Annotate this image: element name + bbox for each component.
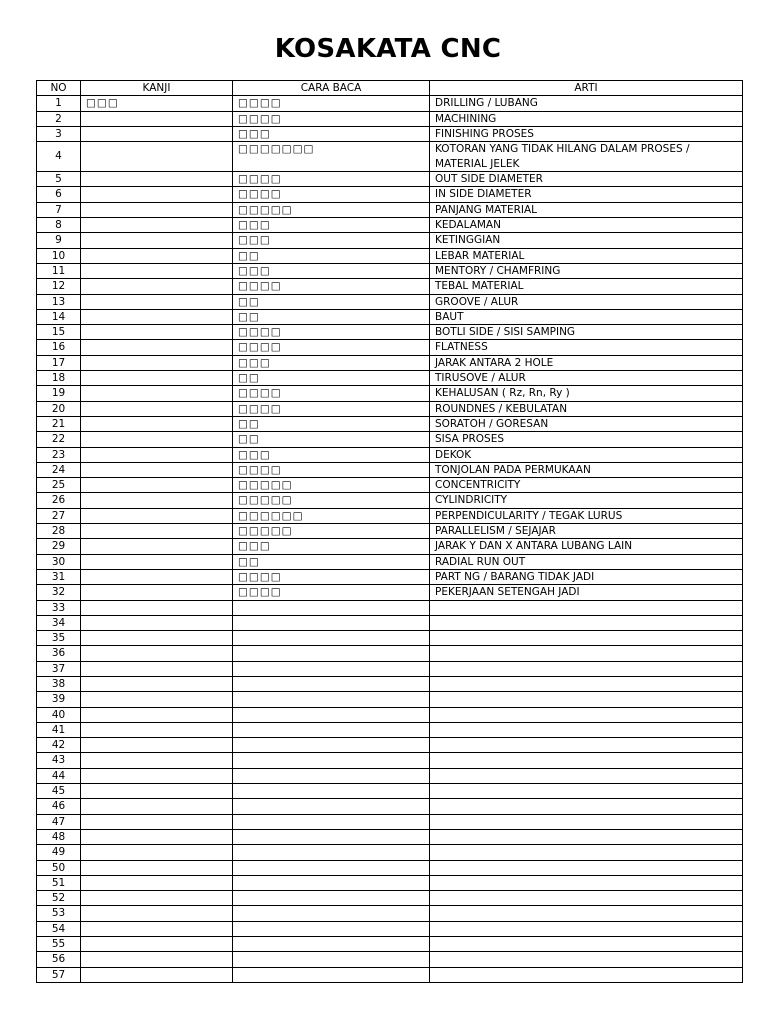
table-row — [37, 829, 743, 844]
cell-cara-baca: □□□□ — [233, 401, 430, 416]
cell-cara-baca — [233, 768, 430, 783]
cell-cara-baca — [233, 615, 430, 630]
cell-arti: RADIAL RUN OUT — [430, 554, 743, 569]
table-header-row — [37, 81, 743, 96]
table-row — [37, 738, 743, 753]
cell-cara-baca — [233, 676, 430, 691]
cell-kanji — [81, 416, 233, 431]
cell-cara-baca: □□□ — [233, 539, 430, 554]
cell-no: 43 — [37, 753, 81, 768]
cell-arti: LEBAR MATERIAL — [430, 248, 743, 263]
cell-no: 9 — [37, 233, 81, 248]
cell-no: 2 — [37, 111, 81, 126]
cell-no: 15 — [37, 325, 81, 340]
page-title: KOSAKATA CNC — [274, 34, 502, 64]
cell-kanji — [81, 401, 233, 416]
table-row — [37, 799, 743, 814]
table-row — [37, 218, 743, 233]
table-row — [37, 142, 743, 172]
vocabulary-table — [36, 80, 743, 983]
cell-kanji — [81, 187, 233, 202]
cell-no: 34 — [37, 615, 81, 630]
cell-cara-baca — [233, 753, 430, 768]
cell-no: 32 — [37, 585, 81, 600]
cell-kanji — [81, 875, 233, 890]
cell-no: 54 — [37, 921, 81, 936]
cell-kanji — [81, 248, 233, 263]
cell-cara-baca: □□□ — [233, 263, 430, 278]
cell-no: 13 — [37, 294, 81, 309]
cell-cara-baca — [233, 829, 430, 844]
cell-arti — [430, 692, 743, 707]
cell-arti: IN SIDE DIAMETER — [430, 187, 743, 202]
table-row — [37, 524, 743, 539]
cell-kanji — [81, 661, 233, 676]
cell-arti — [430, 784, 743, 799]
cell-arti — [430, 875, 743, 890]
table-row — [37, 952, 743, 967]
cell-arti — [430, 722, 743, 737]
table-row — [37, 937, 743, 952]
cell-no: 57 — [37, 967, 81, 982]
cell-cara-baca: □□□□ — [233, 279, 430, 294]
table-row — [37, 600, 743, 615]
cell-cara-baca: □□□ — [233, 447, 430, 462]
cell-kanji — [81, 722, 233, 737]
table-row — [37, 478, 743, 493]
cell-kanji — [81, 845, 233, 860]
cell-arti: OUT SIDE DIAMETER — [430, 172, 743, 187]
cell-cara-baca — [233, 738, 430, 753]
cell-kanji — [81, 891, 233, 906]
cell-cara-baca: □□□□ — [233, 187, 430, 202]
cell-arti — [430, 600, 743, 615]
cell-no: 26 — [37, 493, 81, 508]
cell-arti: JARAK Y DAN X ANTARA LUBANG LAIN — [430, 539, 743, 554]
table-row — [37, 845, 743, 860]
cell-cara-baca — [233, 967, 430, 982]
cell-kanji — [81, 462, 233, 477]
cell-kanji — [81, 233, 233, 248]
cell-kanji — [81, 646, 233, 661]
cell-arti — [430, 646, 743, 661]
cell-no: 16 — [37, 340, 81, 355]
cell-arti: BOTLI SIDE / SISI SAMPING — [430, 325, 743, 340]
cell-no: 50 — [37, 860, 81, 875]
table-row — [37, 692, 743, 707]
cell-no: 11 — [37, 263, 81, 278]
table-row — [37, 860, 743, 875]
cell-cara-baca — [233, 600, 430, 615]
cell-cara-baca: □□□□□ — [233, 493, 430, 508]
cell-cara-baca — [233, 921, 430, 936]
cell-kanji — [81, 539, 233, 554]
cell-no: 18 — [37, 371, 81, 386]
cell-arti: PANJANG MATERIAL — [430, 202, 743, 217]
cell-arti — [430, 891, 743, 906]
table-row — [37, 661, 743, 676]
cell-cara-baca: □□□□ — [233, 325, 430, 340]
cell-cara-baca: □□□□□□ — [233, 508, 430, 523]
cell-kanji — [81, 111, 233, 126]
cell-arti: KETINGGIAN — [430, 233, 743, 248]
header-arti: ARTI — [430, 81, 743, 96]
cell-no: 51 — [37, 875, 81, 890]
cell-no: 52 — [37, 891, 81, 906]
cell-kanji — [81, 676, 233, 691]
cell-arti — [430, 906, 743, 921]
cell-cara-baca: □□ — [233, 309, 430, 324]
table-row — [37, 233, 743, 248]
cell-cara-baca — [233, 722, 430, 737]
cell-no: 3 — [37, 126, 81, 141]
cell-arti: TONJOLAN PADA PERMUKAAN — [430, 462, 743, 477]
cell-cara-baca — [233, 906, 430, 921]
table-row — [37, 325, 743, 340]
table-row — [37, 172, 743, 187]
cell-no: 33 — [37, 600, 81, 615]
table-row — [37, 676, 743, 691]
cell-cara-baca: □□ — [233, 416, 430, 431]
cell-no: 46 — [37, 799, 81, 814]
cell-arti: MACHINING — [430, 111, 743, 126]
cell-no: 31 — [37, 569, 81, 584]
cell-arti — [430, 738, 743, 753]
table-row — [37, 646, 743, 661]
table-row — [37, 539, 743, 554]
cell-kanji — [81, 615, 233, 630]
cell-arti: CONCENTRICITY — [430, 478, 743, 493]
cell-no: 10 — [37, 248, 81, 263]
cell-cara-baca — [233, 707, 430, 722]
cell-cara-baca — [233, 860, 430, 875]
cell-arti — [430, 707, 743, 722]
cell-kanji: □□□ — [81, 96, 233, 111]
cell-cara-baca: □□□□ — [233, 172, 430, 187]
table-row — [37, 309, 743, 324]
cell-no: 56 — [37, 952, 81, 967]
cell-arti — [430, 631, 743, 646]
cell-arti: PARALLELISM / SEJAJAR — [430, 524, 743, 539]
table-row — [37, 432, 743, 447]
cell-no: 30 — [37, 554, 81, 569]
cell-cara-baca: □□ — [233, 432, 430, 447]
cell-kanji — [81, 508, 233, 523]
cell-kanji — [81, 921, 233, 936]
cell-kanji — [81, 937, 233, 952]
cell-no: 40 — [37, 707, 81, 722]
table-row — [37, 585, 743, 600]
table-row — [37, 508, 743, 523]
cell-arti: GROOVE / ALUR — [430, 294, 743, 309]
cell-arti — [430, 676, 743, 691]
cell-no: 20 — [37, 401, 81, 416]
cell-kanji — [81, 325, 233, 340]
cell-kanji — [81, 142, 233, 172]
table-row — [37, 462, 743, 477]
cell-kanji — [81, 692, 233, 707]
cell-arti — [430, 615, 743, 630]
cell-cara-baca: □□□□ — [233, 111, 430, 126]
table-row — [37, 921, 743, 936]
table-row — [37, 875, 743, 890]
cell-no: 37 — [37, 661, 81, 676]
cell-no: 17 — [37, 355, 81, 370]
cell-kanji — [81, 202, 233, 217]
cell-no: 36 — [37, 646, 81, 661]
cell-cara-baca: □□□□ — [233, 585, 430, 600]
cell-cara-baca: □□ — [233, 554, 430, 569]
table-row — [37, 248, 743, 263]
cell-cara-baca: □□□ — [233, 126, 430, 141]
cell-no: 28 — [37, 524, 81, 539]
table-row — [37, 554, 743, 569]
table-row — [37, 906, 743, 921]
cell-no: 6 — [37, 187, 81, 202]
cell-kanji — [81, 355, 233, 370]
cell-arti — [430, 799, 743, 814]
cell-arti: KEHALUSAN ( Rz, Rn, Ry ) — [430, 386, 743, 401]
table-row — [37, 569, 743, 584]
cell-no: 38 — [37, 676, 81, 691]
cell-arti: SORATOH / GORESAN — [430, 416, 743, 431]
cell-kanji — [81, 753, 233, 768]
cell-kanji — [81, 386, 233, 401]
table-row — [37, 631, 743, 646]
cell-arti: DRILLING / LUBANG — [430, 96, 743, 111]
cell-no: 22 — [37, 432, 81, 447]
cell-arti — [430, 829, 743, 844]
table-row — [37, 707, 743, 722]
table-row — [37, 493, 743, 508]
cell-no: 27 — [37, 508, 81, 523]
cell-arti: TEBAL MATERIAL — [430, 279, 743, 294]
cell-arti: DEKOK — [430, 447, 743, 462]
cell-no: 25 — [37, 478, 81, 493]
cell-kanji — [81, 814, 233, 829]
header-kanji: KANJI — [81, 81, 233, 96]
cell-cara-baca — [233, 661, 430, 676]
cell-arti: CYLINDRICITY — [430, 493, 743, 508]
cell-no: 19 — [37, 386, 81, 401]
cell-kanji — [81, 126, 233, 141]
cell-arti: TIRUSOVE / ALUR — [430, 371, 743, 386]
cell-kanji — [81, 707, 233, 722]
cell-arti: MENTORY / CHAMFRING — [430, 263, 743, 278]
cell-kanji — [81, 478, 233, 493]
cell-kanji — [81, 569, 233, 584]
cell-arti — [430, 921, 743, 936]
cell-cara-baca — [233, 845, 430, 860]
table-row — [37, 386, 743, 401]
cell-arti: KOTORAN YANG TIDAK HILANG DALAM PROSES / MATERIAL JELEK — [430, 142, 743, 172]
cell-cara-baca: □□ — [233, 248, 430, 263]
cell-no: 55 — [37, 937, 81, 952]
table-row — [37, 784, 743, 799]
table-row — [37, 401, 743, 416]
cell-no: 21 — [37, 416, 81, 431]
cell-kanji — [81, 309, 233, 324]
cell-cara-baca: □□□□□ — [233, 524, 430, 539]
cell-no: 23 — [37, 447, 81, 462]
cell-kanji — [81, 860, 233, 875]
table-row — [37, 187, 743, 202]
cell-no: 44 — [37, 768, 81, 783]
table-row — [37, 891, 743, 906]
cell-cara-baca — [233, 952, 430, 967]
table-row — [37, 263, 743, 278]
cell-no: 41 — [37, 722, 81, 737]
cell-kanji — [81, 340, 233, 355]
cell-arti — [430, 845, 743, 860]
cell-cara-baca — [233, 692, 430, 707]
table-row — [37, 340, 743, 355]
cell-cara-baca — [233, 784, 430, 799]
cell-arti: FLATNESS — [430, 340, 743, 355]
table-row — [37, 294, 743, 309]
cell-kanji — [81, 279, 233, 294]
cell-no: 48 — [37, 829, 81, 844]
cell-cara-baca: □□□□ — [233, 386, 430, 401]
cell-kanji — [81, 371, 233, 386]
cell-arti: KEDALAMAN — [430, 218, 743, 233]
cell-kanji — [81, 447, 233, 462]
cell-no: 1 — [37, 96, 81, 111]
cell-cara-baca — [233, 814, 430, 829]
cell-arti — [430, 753, 743, 768]
table-row — [37, 722, 743, 737]
cell-cara-baca: □□□□ — [233, 462, 430, 477]
cell-kanji — [81, 263, 233, 278]
cell-cara-baca: □□□ — [233, 218, 430, 233]
cell-no: 8 — [37, 218, 81, 233]
cell-kanji — [81, 829, 233, 844]
cell-arti: PERPENDICULARITY / TEGAK LURUS — [430, 508, 743, 523]
cell-cara-baca — [233, 875, 430, 890]
cell-arti — [430, 814, 743, 829]
cell-cara-baca: □□□ — [233, 355, 430, 370]
table-row — [37, 279, 743, 294]
cell-cara-baca: □□□ — [233, 233, 430, 248]
cell-arti: SISA PROSES — [430, 432, 743, 447]
cell-no: 53 — [37, 906, 81, 921]
cell-kanji — [81, 585, 233, 600]
cell-kanji — [81, 524, 233, 539]
cell-no: 4 — [37, 142, 81, 172]
cell-no: 35 — [37, 631, 81, 646]
cell-kanji — [81, 432, 233, 447]
table-row — [37, 768, 743, 783]
cell-kanji — [81, 768, 233, 783]
table-row — [37, 111, 743, 126]
cell-arti — [430, 661, 743, 676]
cell-kanji — [81, 294, 233, 309]
cell-no: 42 — [37, 738, 81, 753]
cell-arti — [430, 860, 743, 875]
cell-cara-baca: □□□□ — [233, 569, 430, 584]
cell-no: 5 — [37, 172, 81, 187]
cell-cara-baca: □□ — [233, 294, 430, 309]
cell-cara-baca: □□ — [233, 371, 430, 386]
cell-kanji — [81, 952, 233, 967]
cell-arti — [430, 937, 743, 952]
cell-kanji — [81, 600, 233, 615]
cell-arti: BAUT — [430, 309, 743, 324]
cell-kanji — [81, 218, 233, 233]
header-no: NO — [37, 81, 81, 96]
table-row — [37, 447, 743, 462]
cell-no: 49 — [37, 845, 81, 860]
cell-no: 7 — [37, 202, 81, 217]
cell-arti: FINISHING PROSES — [430, 126, 743, 141]
cell-cara-baca: □□□□ — [233, 340, 430, 355]
cell-kanji — [81, 631, 233, 646]
cell-cara-baca — [233, 631, 430, 646]
cell-no: 39 — [37, 692, 81, 707]
cell-no: 12 — [37, 279, 81, 294]
cell-no: 14 — [37, 309, 81, 324]
table-row — [37, 96, 743, 111]
cell-arti: ROUNDNES / KEBULATAN — [430, 401, 743, 416]
cell-cara-baca — [233, 799, 430, 814]
cell-no: 45 — [37, 784, 81, 799]
table-row — [37, 202, 743, 217]
cell-cara-baca: □□□□□□□ — [233, 142, 430, 172]
cell-kanji — [81, 967, 233, 982]
cell-kanji — [81, 784, 233, 799]
cell-kanji — [81, 906, 233, 921]
cell-cara-baca: □□□□□ — [233, 202, 430, 217]
cell-cara-baca — [233, 937, 430, 952]
cell-arti: PEKERJAAN SETENGAH JADI — [430, 585, 743, 600]
table-row — [37, 416, 743, 431]
cell-kanji — [81, 493, 233, 508]
cell-kanji — [81, 738, 233, 753]
cell-arti — [430, 967, 743, 982]
cell-cara-baca — [233, 646, 430, 661]
header-cara-baca: CARA BACA — [233, 81, 430, 96]
table-row — [37, 814, 743, 829]
cell-no: 47 — [37, 814, 81, 829]
table-row — [37, 753, 743, 768]
cell-kanji — [81, 172, 233, 187]
table-row — [37, 355, 743, 370]
cell-kanji — [81, 554, 233, 569]
cell-no: 29 — [37, 539, 81, 554]
cell-arti — [430, 952, 743, 967]
table-row — [37, 371, 743, 386]
table-row — [37, 126, 743, 141]
table-row — [37, 615, 743, 630]
cell-cara-baca: □□□□ — [233, 96, 430, 111]
cell-arti — [430, 768, 743, 783]
cell-arti: PART NG / BARANG TIDAK JADI — [430, 569, 743, 584]
cell-kanji — [81, 799, 233, 814]
cell-arti: JARAK ANTARA 2 HOLE — [430, 355, 743, 370]
cell-no: 24 — [37, 462, 81, 477]
cell-cara-baca: □□□□□ — [233, 478, 430, 493]
table-row — [37, 967, 743, 982]
cell-cara-baca — [233, 891, 430, 906]
